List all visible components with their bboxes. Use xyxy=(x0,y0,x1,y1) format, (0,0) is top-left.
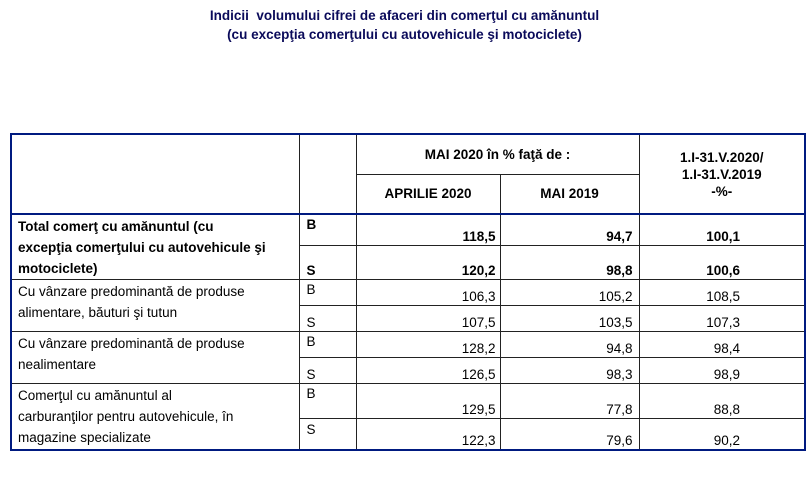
row-code: S xyxy=(299,358,356,384)
title-line-1: Indicii volumului cifrei de afaceri din comerţul cu amănuntul xyxy=(209,8,600,23)
row-code: S xyxy=(299,306,356,332)
row-code: B xyxy=(299,332,356,358)
row-value: 103,5 xyxy=(500,306,639,332)
row-value: 108,5 xyxy=(639,280,805,306)
row-value: 98,4 xyxy=(639,332,805,358)
table-row xyxy=(11,384,805,419)
row-value: 120,2 xyxy=(356,245,500,279)
row-value: 88,8 xyxy=(639,384,805,419)
header-group-label: MAI 2020 în % faţă de : xyxy=(356,134,639,174)
header-col-april-2020: APRILIE 2020 xyxy=(356,174,500,214)
row-value: 94,8 xyxy=(500,332,639,358)
row-category xyxy=(11,214,299,280)
row-value: 98,9 xyxy=(639,358,805,384)
row-category xyxy=(11,384,299,450)
row-category-line: Comerţul cu amănuntul al xyxy=(18,388,172,403)
row-category-line: carburanţilor pentru autovehicule, în xyxy=(18,409,234,424)
row-category-line: alimentare, băuturi şi tutun xyxy=(18,305,178,320)
row-category-line: nealimentare xyxy=(18,357,97,372)
row-code: B xyxy=(299,384,356,419)
row-value: 79,6 xyxy=(500,419,639,450)
row-category-line: magazine specializate xyxy=(18,430,151,445)
indices-table xyxy=(10,133,806,451)
table-row xyxy=(11,214,805,245)
row-value: 100,6 xyxy=(639,245,805,279)
row-value: 126,5 xyxy=(356,358,500,384)
row-category xyxy=(11,280,299,332)
page-title xyxy=(0,6,809,44)
row-value: 122,3 xyxy=(356,419,500,450)
row-value: 118,5 xyxy=(356,214,500,245)
row-value: 90,2 xyxy=(639,419,805,450)
row-category xyxy=(11,332,299,384)
row-value: 129,5 xyxy=(356,384,500,419)
header-empty-category xyxy=(11,134,299,214)
row-category-line: Cu vânzare predominantă de produse xyxy=(18,284,245,299)
header-cumulative-line-1: 1.I-31.V.2020/ xyxy=(679,149,764,165)
row-category-line: Cu vânzare predominantă de produse xyxy=(18,336,245,351)
row-code: S xyxy=(299,245,356,279)
table-row xyxy=(11,332,805,358)
row-category-line: motociclete) xyxy=(18,261,98,276)
table-row xyxy=(11,280,805,306)
header-cumulative xyxy=(639,134,805,214)
title-line-2: (cu excepţia comerţului cu autovehicule şi motociclete) xyxy=(227,27,582,42)
row-code: B xyxy=(299,214,356,245)
row-value: 98,8 xyxy=(500,245,639,279)
row-value: 105,2 xyxy=(500,280,639,306)
header-col-may-2019: MAI 2019 xyxy=(500,174,639,214)
row-category-line: excepţia comerţului cu autovehicule şi xyxy=(18,240,266,255)
row-value: 94,7 xyxy=(500,214,639,245)
row-code: B xyxy=(299,280,356,306)
row-value: 77,8 xyxy=(500,384,639,419)
row-value: 128,2 xyxy=(356,332,500,358)
row-value: 106,3 xyxy=(356,280,500,306)
row-value: 100,1 xyxy=(639,214,805,245)
row-value: 107,5 xyxy=(356,306,500,332)
header-cumulative-line-2: 1.I-31.V.2019 xyxy=(681,166,762,182)
row-value: 98,3 xyxy=(500,358,639,384)
header-cumulative-line-3: -%- xyxy=(711,183,733,199)
row-category-line: Total comerţ cu amănuntul (cu xyxy=(18,219,214,234)
row-value: 107,3 xyxy=(639,306,805,332)
header-empty-code xyxy=(299,134,356,214)
row-code: S xyxy=(299,419,356,450)
